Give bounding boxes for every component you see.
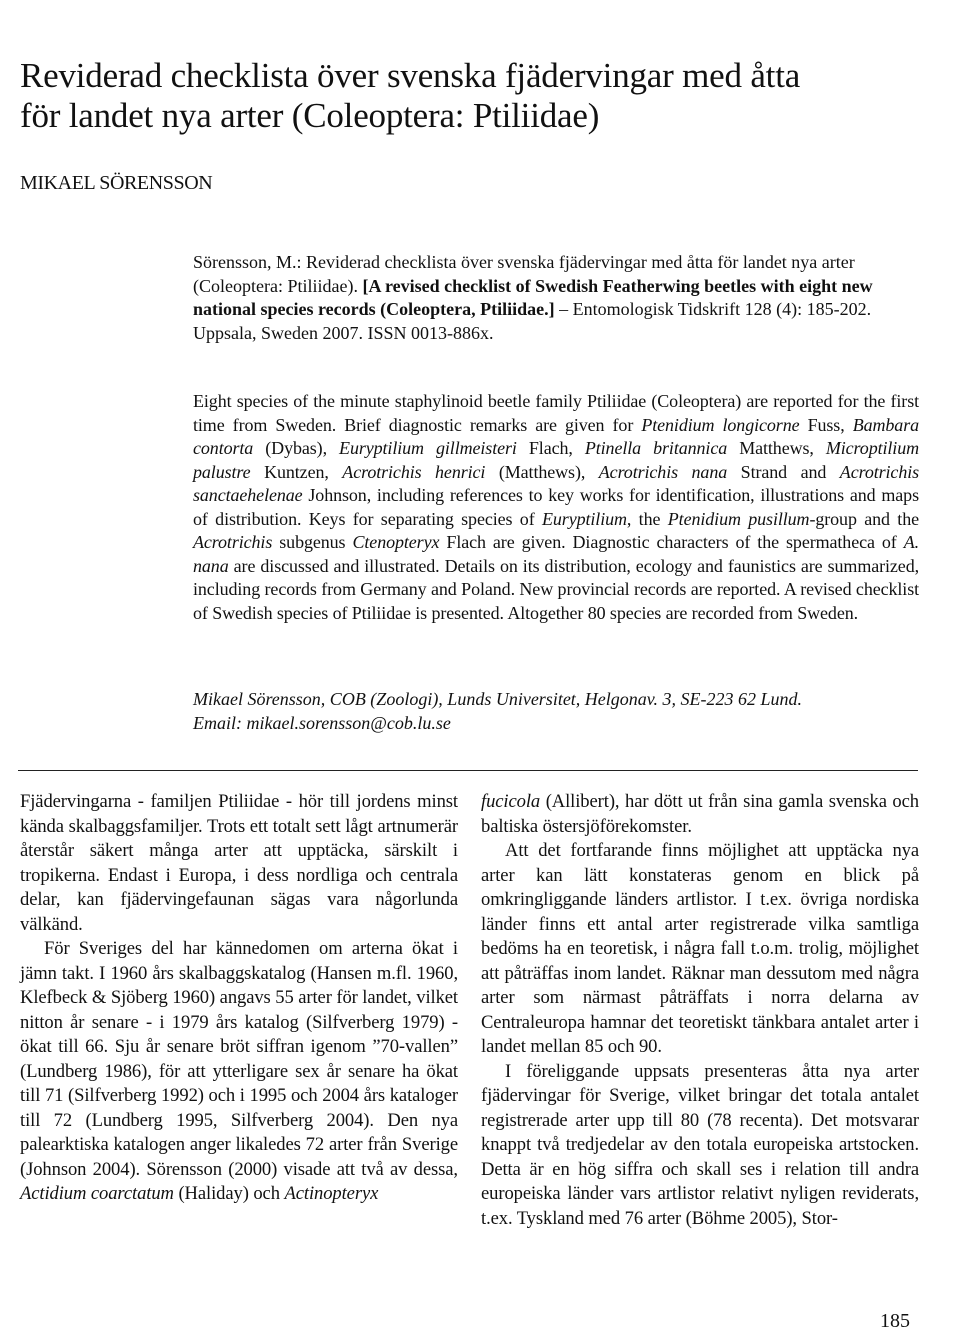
species-name: Euryptilium (542, 508, 627, 529)
body-paragraph: Fjädervingarna - familjen Ptiliidae - hör till jordens minst kända skalbaggsfamiljer. Trots ett totalt sett lågt artnumerär återstår säkert många arter att upptäcka, särskilt i tropikerna. Endast i Europa, i dess nordliga och centrala delar, kan fjädervingefaunan sägas vara någorlunda välkänd. (20, 791, 458, 935)
species-name: Acrotrichis sanctaehelenae (193, 461, 920, 505)
abstract-text: Eight species of the minute staphylinoid beetle family Ptiliidae (Coleoptera) are reported for the first time from Sweden. Brief diagnostic remarks are given for (193, 391, 919, 435)
abstract-text: are discussed and illustrated. Details on its distribution, ecology and faunistics are summarized, including records from Germany and Poland. New provincial records are reported. A revised checklist of Swedish species of Ptiliidae is presented. Altogether 80 species are recorded from Sweden. (193, 555, 919, 623)
abstract-text: (Dybas), (265, 438, 327, 458)
species-name: Bambara contorta (193, 414, 920, 458)
page-number: 185 (880, 1310, 910, 1332)
species-name: Microptilium palustre (193, 438, 919, 482)
section-divider (18, 770, 918, 771)
body-text: (Allibert), har dött ut från sina gamla svenska och baltiska östersjöförekomster. (481, 791, 919, 837)
author-address (193, 688, 919, 735)
article-title (20, 56, 940, 136)
body-paragraph: I föreliggande uppsats presenteras åtta nya arter fjädervingar för Sverige, vilket bringar det totala antalet registrerade arter upp till 80 (78 recenta). Det motsvarar knappt två tredjedelar av den totala europeiska artstocken. Detta är en hög siffra och skall ses i relation till andra europeiska länder vars artlistor relativt nyligen reviderats, t.ex. Tyskland med 76 arter (Böhme 2005), Stor- (481, 1060, 919, 1229)
species-name: Ptenidium pusillum (667, 508, 810, 529)
species-name: Ctenopteryx (352, 532, 440, 552)
citation-journal: – Entomologisk Tidskrift 128 (4): 185-202. Uppsala, Sweden 2007. ISSN 0013-886x. (193, 299, 872, 343)
abstract-text: Flach are given. Diagnostic characters of the spermatheca of (446, 532, 897, 552)
species-name: A. nana (193, 532, 920, 576)
species-name: Ptenidium longicorne (641, 414, 800, 435)
body-paragraph (481, 790, 919, 839)
species-name: Acrotrichis (193, 532, 273, 552)
citation-intro: Sörensson, M.: Reviderad checklista över svenska fjädervingar med åtta för landet nya arter (Coleoptera: Ptiliidae). (193, 252, 855, 296)
citation (193, 251, 919, 345)
author-name: MIKAEL SÖRENSSON (20, 172, 213, 194)
species-name: Actinopteryx (284, 1183, 379, 1204)
species-name: Actidium coarctatum (20, 1183, 174, 1204)
abstract-text: Kuntzen, (264, 461, 329, 482)
abstract-text: Matthews, (739, 438, 814, 458)
body-paragraph: Att det fortfarande finns möjlighet att upptäcka nya arter kan lätt konstateras genom en blick på omkringliggande länders artlistor. I t.ex. övriga nordiska länder finns ett antal arter registrerade vilka samtliga bedöms ha en teoretisk, i några fall t.o.m. trolig, möjlighet att påträffas inom landet. Räknar man dessutom med några arter som närmast påträffats i norra delarna av Centraleuropa hamnar det teoretiskt tänkbara antalet arter i landet mellan 85 och 90. (481, 840, 919, 1057)
body-column-left (20, 790, 458, 1207)
address-line: Mikael Sörensson, COB (Zoologi), Lunds Universitet, Helgonav. 3, SE-223 62 Lund. (193, 689, 802, 709)
body-column-right (481, 790, 919, 1231)
species-name: Euryptilium gillmeisteri (339, 438, 517, 458)
abstract-text: , the (626, 508, 661, 529)
email-line: Email: mikael.sorensson@cob.lu.se (193, 712, 451, 733)
title-line-1: Reviderad checklista över svenska fjädervingar med åtta (20, 56, 801, 95)
abstract-text: -group and the (809, 508, 919, 529)
species-name: Acrotrichis nana (598, 461, 728, 482)
abstract-text: Strand and (740, 461, 827, 482)
abstract-text: (Matthews), (498, 461, 586, 482)
abstract-text: Fuss, (807, 414, 845, 435)
body-paragraph (20, 937, 458, 1207)
species-name: Ptinella britannica (584, 438, 728, 458)
abstract-text: subgenus (279, 532, 346, 552)
abstract (193, 390, 919, 625)
title-line-2: för landet nya arter (Coleoptera: Ptiliidae) (20, 96, 600, 135)
citation-english-title: [A revised checklist of Swedish Featherwing beetles with eight new national species records (Coleoptera, Ptiliidae.] (193, 275, 873, 319)
species-name: fucicola (481, 791, 541, 812)
abstract-text: Flach, (528, 438, 573, 458)
abstract-text: Johnson, including references to key works for identification, illustrations and maps of distribution. Keys for separating species of (193, 485, 919, 529)
species-name: Acrotrichis henrici (342, 461, 486, 482)
body-text: (Haliday) och (178, 1183, 280, 1204)
body-text: För Sveriges del har kännedomen om arterna ökat i jämn takt. I 1960 års skalbaggskatalog (Hansen m.fl. 1960, Klefbeck & Sjöberg 1960) angavs 55 arter för landet, vilket nitton år senare - i 1979 års katalog (Silfverberg 1979) - ökat till 66. Sju år senare bröt siffran igenom ”70-vallen” (Lundberg 1986), för att ytterligare sex år senare ha ökat till 71 (Silfverberg 1992) och i 1995 och 2004 års kataloger till 72 (Lundberg 1995, Silfverberg 2004). Den nya palearktiska katalogen anger likaledes 72 arter från Sverige (Johnson 2004). Sörensson (2000) visade att två av dessa, (20, 938, 458, 1180)
